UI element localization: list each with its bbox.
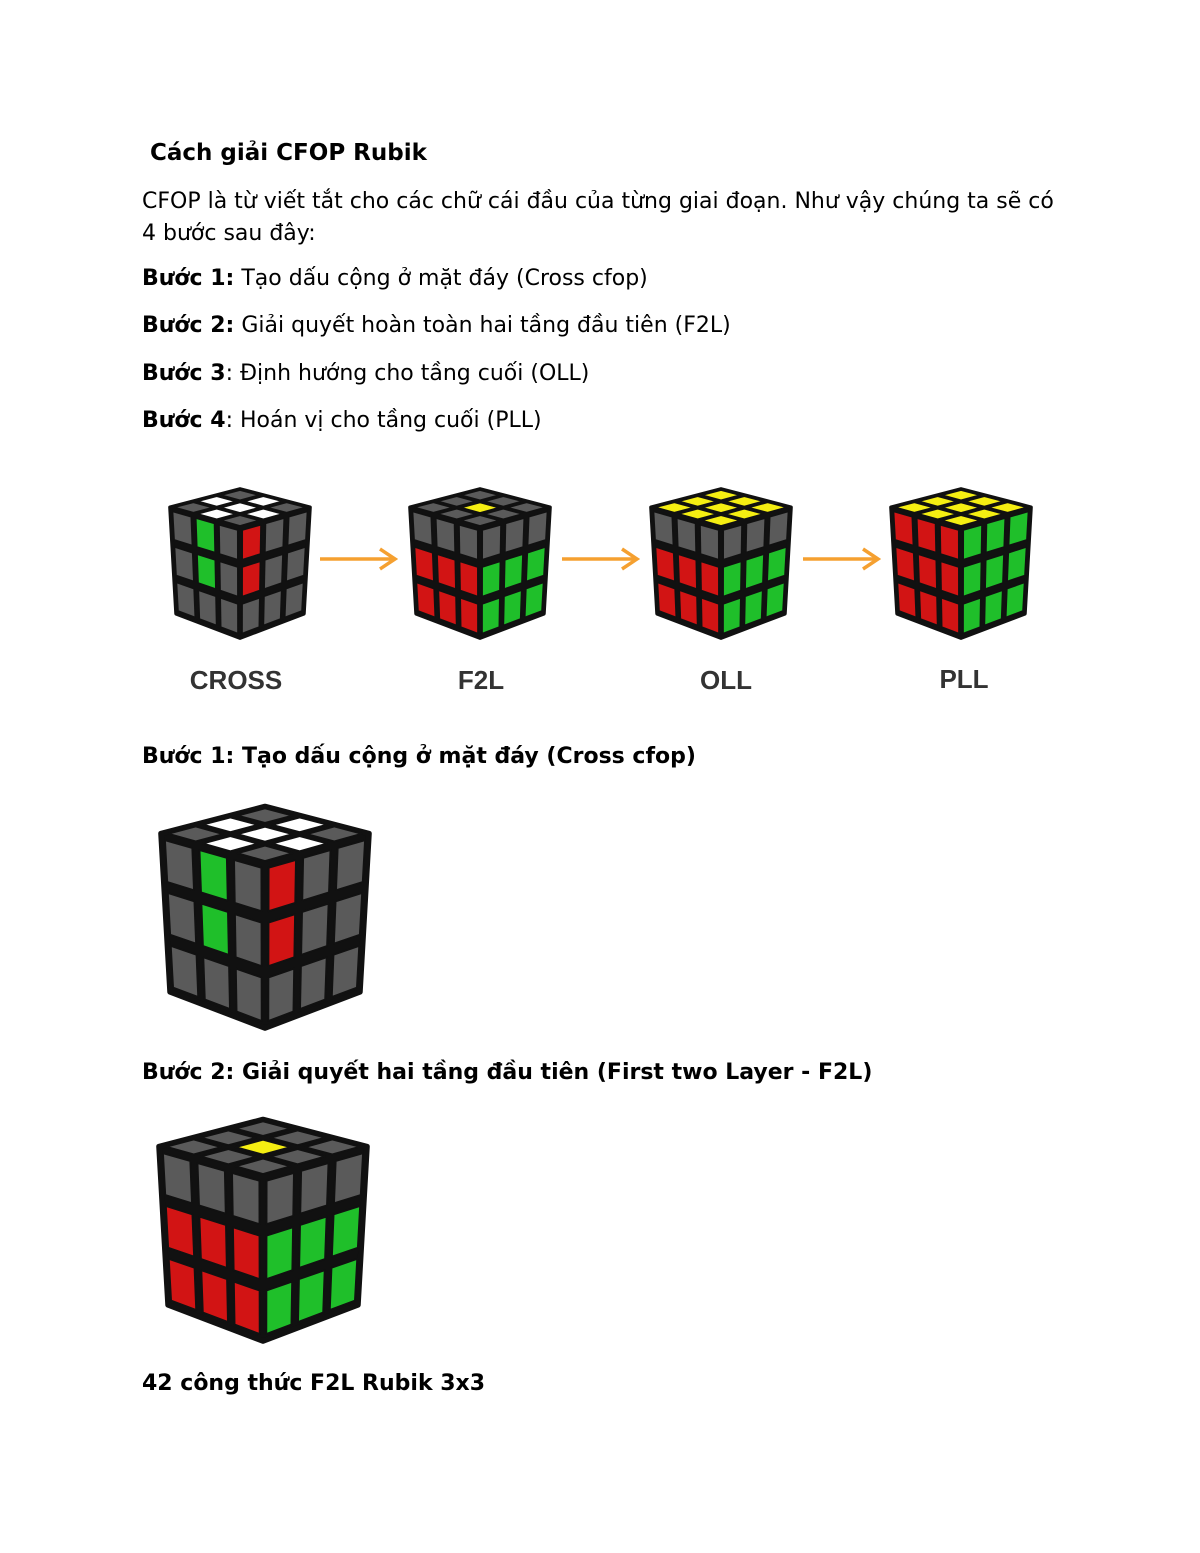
stage-label-cross: CROSS xyxy=(189,665,283,695)
cube-sticker xyxy=(286,547,305,581)
cube-sticker xyxy=(264,590,282,625)
intro-paragraph: CFOP là từ viết tắt cho các chữ cái đầu của từng giai đoạn. Như vậy chúng ta sẽ có 4 bước sau đây: xyxy=(142,189,1054,246)
cube-sticker xyxy=(723,598,740,633)
cube-sticker xyxy=(200,850,228,901)
cube-sticker xyxy=(701,598,718,633)
cube-sticker xyxy=(677,518,696,552)
cube-sticker xyxy=(459,525,477,559)
cube-sticker xyxy=(268,969,294,1021)
cube-sticker xyxy=(300,957,327,1009)
cube-sticker xyxy=(163,1153,192,1203)
step-1 xyxy=(142,266,648,291)
cube-sticker xyxy=(460,562,478,597)
cube-sticker xyxy=(745,590,763,625)
cube-sticker xyxy=(269,860,296,911)
cube-sticker xyxy=(746,518,765,552)
cube-sticker xyxy=(332,1206,360,1257)
cube-sticker xyxy=(1009,512,1028,546)
cube-sticker xyxy=(168,893,196,944)
stage-label-pll: PLL xyxy=(939,664,989,694)
cube-pll-small xyxy=(885,486,1037,641)
cube-f2l-large xyxy=(150,1115,376,1346)
cube-sticker xyxy=(165,840,194,890)
cube-sticker xyxy=(940,525,958,559)
cube-sticker xyxy=(201,1270,228,1322)
cube-sticker xyxy=(745,554,763,588)
cube-sticker xyxy=(963,525,981,559)
step-3-label: Bước 3 xyxy=(142,361,226,386)
cube-sticker xyxy=(654,512,673,546)
cube-sticker xyxy=(299,1217,326,1268)
cube-sticker xyxy=(242,598,259,633)
cube-sticker xyxy=(482,598,499,633)
step-2 xyxy=(142,313,731,338)
cube-sticker xyxy=(232,1173,259,1224)
cube-sticker xyxy=(196,518,215,552)
cube-sticker xyxy=(288,512,307,546)
cube-sticker xyxy=(963,598,980,633)
cube-sticker xyxy=(300,1163,328,1214)
cube-sticker xyxy=(963,562,981,597)
cube-f2l-small xyxy=(404,486,556,641)
cube-sticker xyxy=(941,562,959,597)
cube-sticker xyxy=(700,525,718,559)
step-3-text: : Định hướng cho tầng cuối (OLL) xyxy=(225,361,590,386)
page-title: Cách giải CFOP Rubik xyxy=(150,140,427,166)
cube-sticker xyxy=(894,512,913,546)
cube-sticker xyxy=(701,562,719,597)
cube-sticker xyxy=(413,512,432,546)
cube-sticker xyxy=(236,969,262,1021)
section-heading-f2l-formulas: 42 công thức F2L Rubik 3x3 xyxy=(142,1371,486,1396)
step-1-text: Tạo dấu cộng ở mặt đáy (Cross cfop) xyxy=(234,266,648,291)
cube-sticker xyxy=(526,547,545,581)
cube-sticker xyxy=(680,590,698,625)
cube-sticker xyxy=(203,957,230,1009)
cube-sticker xyxy=(920,590,938,625)
cube-sticker xyxy=(220,598,237,633)
step-1-label: Bước 1: xyxy=(142,266,235,291)
cube-sticker xyxy=(723,525,741,559)
cube-sticker xyxy=(268,914,295,966)
step-2-label: Bước 2: xyxy=(142,313,235,338)
cube-sticker xyxy=(302,850,330,901)
cube-oll-small xyxy=(645,486,797,641)
cube-sticker xyxy=(482,525,500,559)
cube-sticker xyxy=(415,547,434,581)
cube-sticker xyxy=(723,562,741,597)
section-heading-f2l: Bước 2: Giải quyết hai tầng đầu tiên (First two Layer - F2L) xyxy=(142,1060,873,1085)
cube-sticker xyxy=(917,518,936,552)
cube-sticker xyxy=(941,598,958,633)
cube-sticker xyxy=(235,914,262,966)
cube-sticker xyxy=(986,518,1005,552)
cube-sticker xyxy=(896,547,915,581)
cube-sticker xyxy=(242,525,260,559)
cube-sticker xyxy=(199,590,217,625)
cube-sticker xyxy=(234,860,261,911)
cube-sticker xyxy=(985,590,1003,625)
cube-sticker xyxy=(1007,547,1026,581)
cube-sticker xyxy=(334,1153,363,1203)
step-4-label: Bước 4 xyxy=(142,408,226,433)
stage-label-oll: OLL xyxy=(700,665,752,695)
cube-sticker xyxy=(173,512,192,546)
cube-sticker xyxy=(197,554,215,588)
arrow-oll-to-pll xyxy=(803,547,881,571)
cube-sticker xyxy=(264,554,282,588)
stage-label-f2l: F2L xyxy=(457,665,505,695)
cube-sticker xyxy=(437,554,455,588)
cube-sticker xyxy=(528,512,547,546)
cube-sticker xyxy=(220,562,238,597)
cube-sticker xyxy=(201,904,228,955)
cube-sticker xyxy=(267,1173,294,1224)
cube-sticker xyxy=(504,554,522,588)
cube-sticker xyxy=(175,547,194,581)
cube-cross-small xyxy=(164,486,316,641)
step-2-text: Giải quyết hoàn toàn hai tầng đầu tiên (F2L) xyxy=(234,313,731,338)
cube-sticker xyxy=(460,598,477,633)
cube-sticker xyxy=(298,1270,325,1322)
cube-sticker xyxy=(301,904,328,955)
cube-sticker xyxy=(233,1227,260,1279)
section-heading-cross: Bước 1: Tạo dấu cộng ở mặt đáy (Cross cfop) xyxy=(142,744,696,769)
cube-sticker xyxy=(504,590,522,625)
step-3 xyxy=(142,361,589,386)
cube-sticker xyxy=(918,554,936,588)
arrow-f2l-to-oll xyxy=(562,547,640,571)
cube-sticker xyxy=(199,1217,226,1268)
cube-sticker xyxy=(769,512,788,546)
cube-sticker xyxy=(505,518,524,552)
cube-sticker xyxy=(166,1206,194,1257)
cube-sticker xyxy=(678,554,696,588)
arrow-cross-to-f2l xyxy=(320,547,398,571)
cube-sticker xyxy=(242,562,260,597)
cube-sticker xyxy=(436,518,455,552)
cube-sticker xyxy=(266,1227,293,1279)
cube-sticker xyxy=(656,547,675,581)
cube-sticker xyxy=(334,893,362,944)
cube-sticker xyxy=(336,840,365,890)
cube-sticker xyxy=(985,554,1003,588)
cube-cross-large xyxy=(152,802,378,1033)
cube-sticker xyxy=(234,1282,260,1334)
step-4 xyxy=(142,408,542,433)
cube-sticker xyxy=(439,590,457,625)
cube-sticker xyxy=(266,1282,292,1334)
cube-sticker xyxy=(219,525,237,559)
cube-sticker xyxy=(198,1163,226,1214)
cube-sticker xyxy=(767,547,786,581)
cube-sticker xyxy=(482,562,500,597)
step-4-text: : Hoán vị cho tầng cuối (PLL) xyxy=(225,408,542,433)
cube-sticker xyxy=(265,518,284,552)
